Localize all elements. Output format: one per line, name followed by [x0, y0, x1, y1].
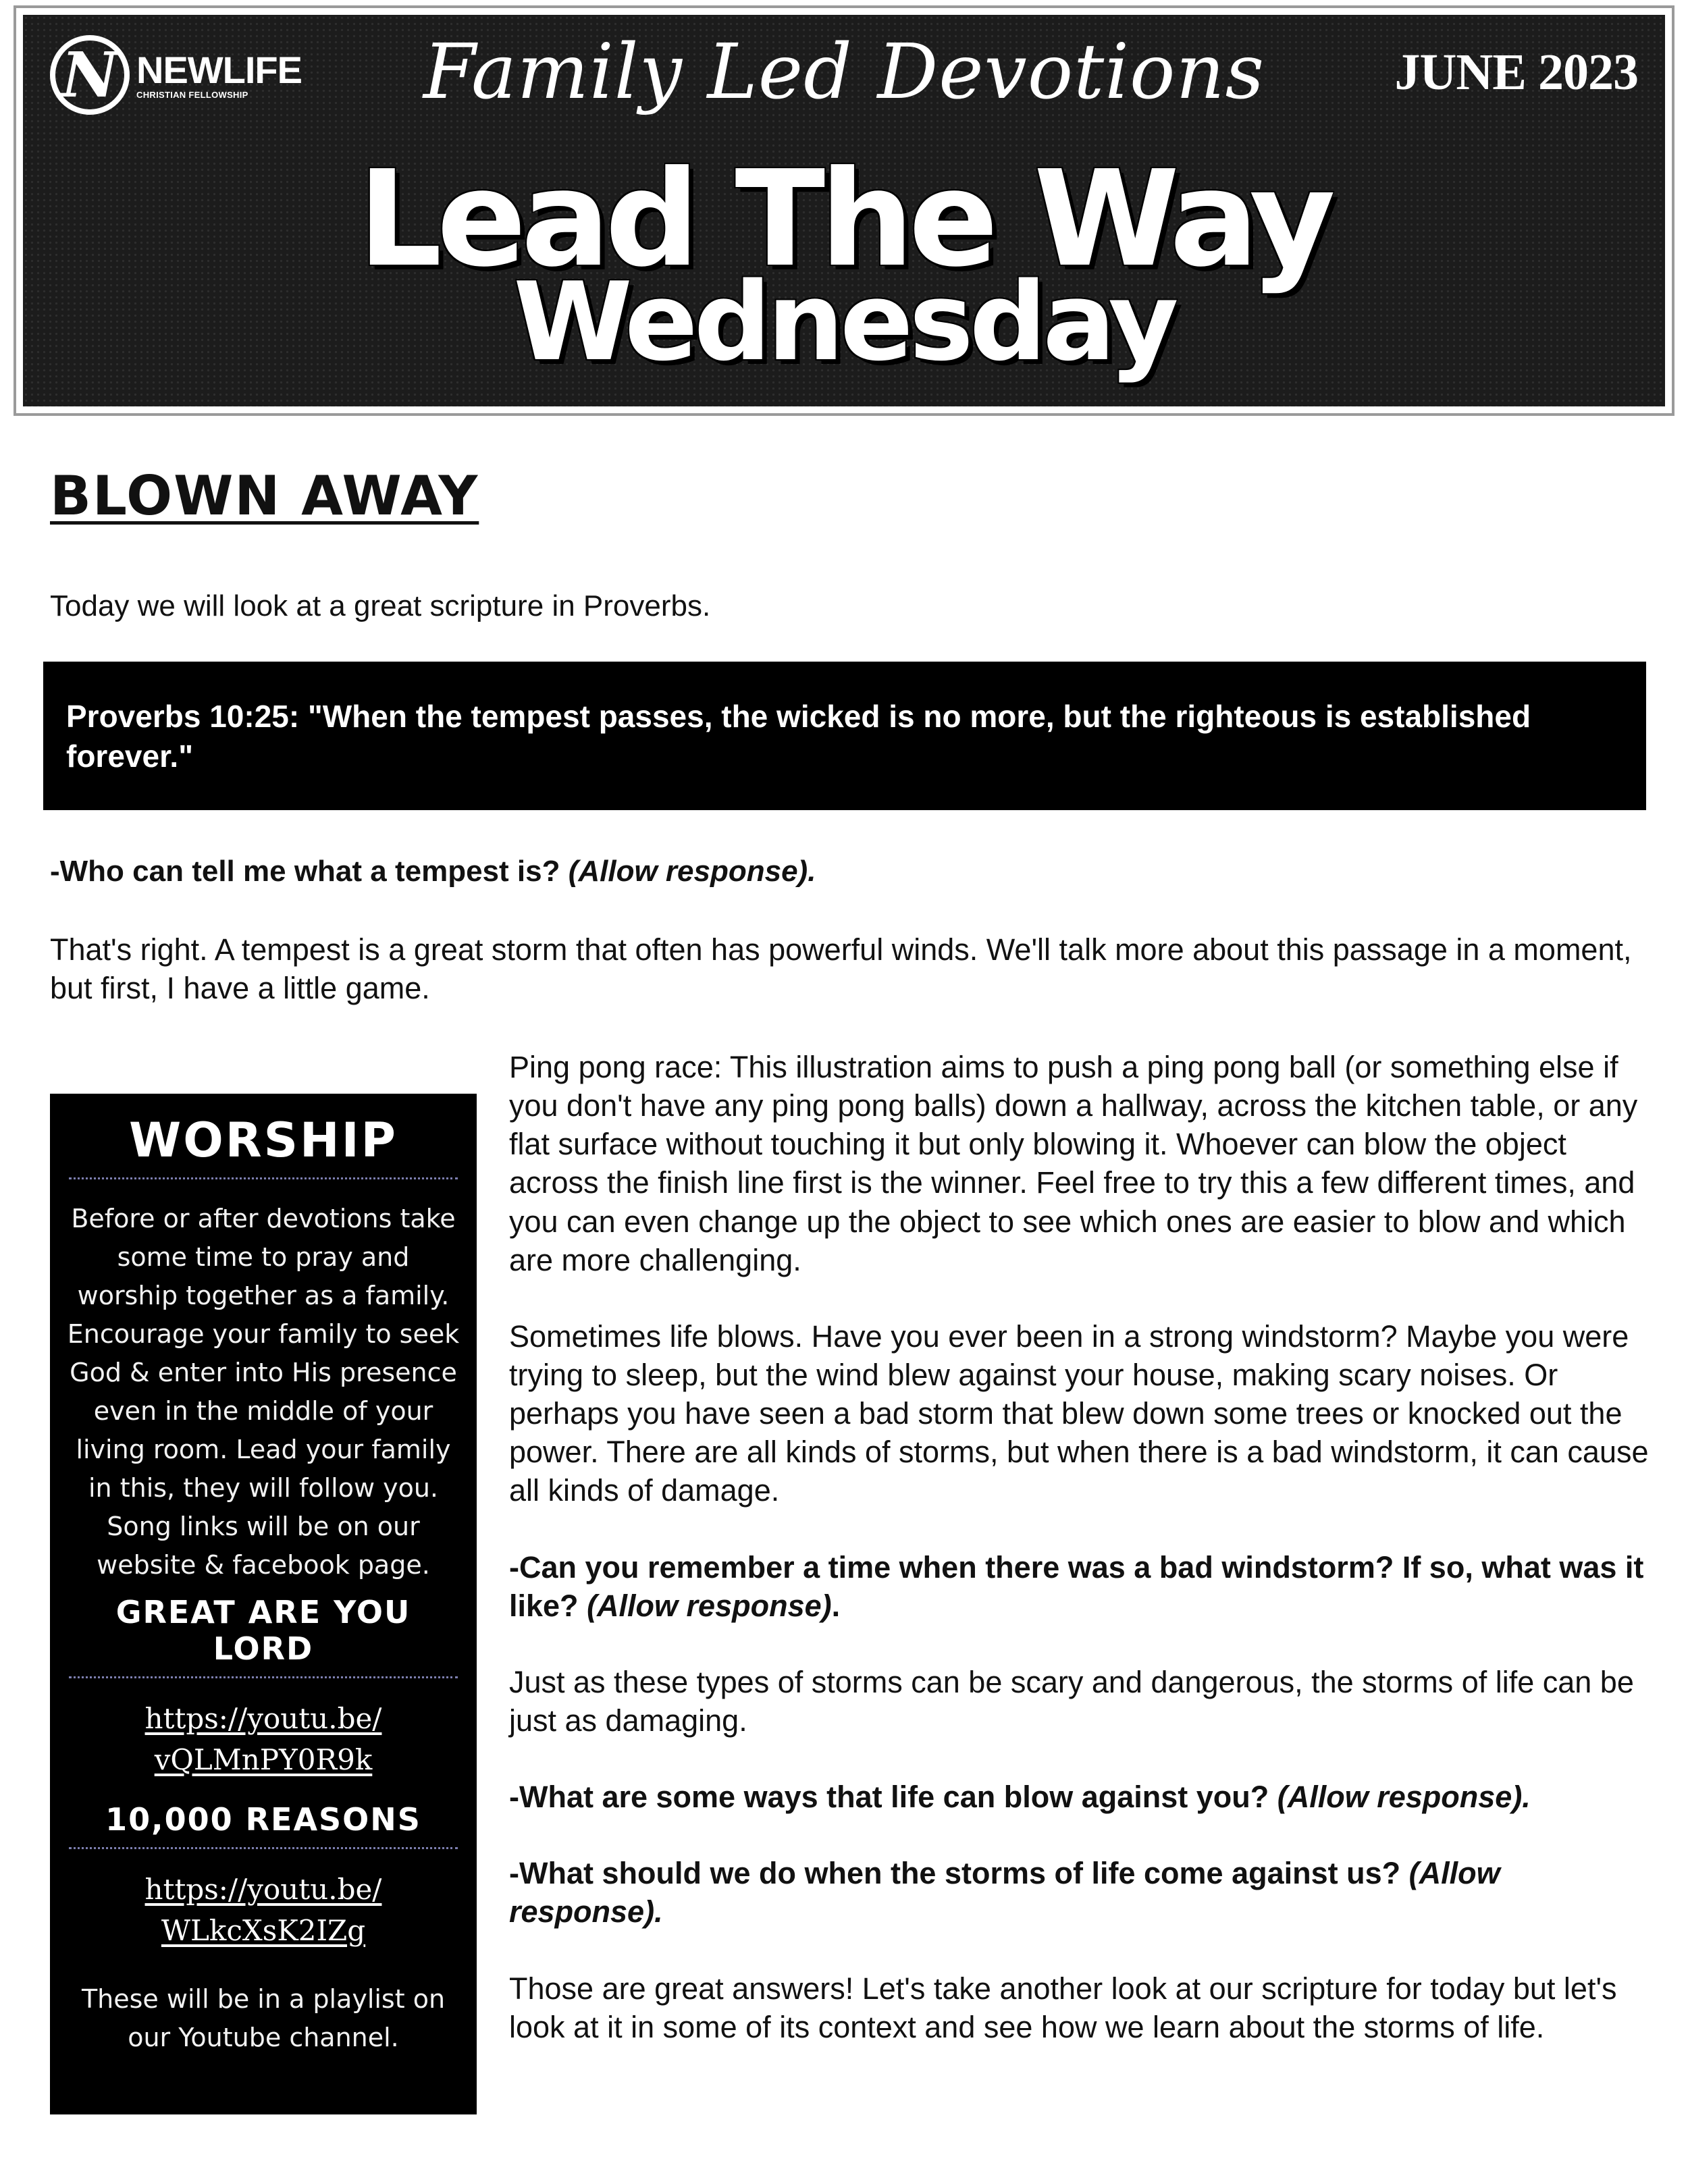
question-1-text: -Who can tell me what a tempest is?: [50, 855, 569, 888]
song-1-link[interactable]: [65, 1699, 462, 1781]
header-banner: [23, 15, 1665, 406]
song-2-title: 10,000 REASONS: [105, 1801, 421, 1838]
game-description: Ping pong race: This illustration aims to push a ping pong ball (or something else if you don't have any ping pong balls) down a hallway, across the kitchen table, or any flat surface without touching it but only blowing it. Whoever can blow the object across the finish line first is the winner. Feel free to try this a few different times, and you can even change up the object to see which ones are easier to blow and which are more challenging.: [509, 1050, 1638, 1277]
question-2: [509, 1548, 1650, 1625]
scripture-text: Proverbs 10:25: "When the tempest passes, the wicked is no more, but the righteous is established forever.": [66, 699, 1531, 774]
title-line-2: Wednesday: [513, 259, 1175, 385]
question-2-response: (Allow response): [587, 1588, 832, 1623]
song-1-title: GREAT ARE YOU LORD: [115, 1594, 411, 1667]
worship-heading: WORSHIP: [129, 1113, 398, 1168]
closing-paragraph: Those are great answers! Let's take another look at our scripture for today but let's look at it in some of its context and see how we learn about the storms of life.: [509, 1971, 1617, 2044]
title-line-1: Lead The Way: [357, 142, 1331, 296]
divider: [69, 1177, 458, 1179]
question-1-response: (Allow response).: [568, 855, 816, 888]
question-1: [50, 852, 816, 890]
divider: [69, 1847, 458, 1849]
question-2-end: .: [831, 1588, 841, 1623]
question-3: [509, 1778, 1650, 1816]
logo-n-icon: N: [50, 35, 130, 115]
issue-date: JUNE 2023: [1394, 44, 1638, 101]
playlist-note: These will be in a playlist on our Youtube channel.: [81, 1983, 446, 2052]
logo-subtitle: CHRISTIAN FELLOWSHIP: [136, 89, 248, 100]
scripture-box: [43, 662, 1646, 810]
lesson-title: BLOWN AWAY: [50, 464, 479, 527]
question-4-text: -What should we do when the storms of life come against us?: [509, 1856, 1409, 1891]
storms-paragraph: Sometimes life blows. Have you ever been in a strong windstorm? Maybe you were trying to sleep, but the wind blew against your house, making scary noises. Or perhaps you have seen a bad storm that blew down some trees or knocked out the power. There are all kinds of storms, but when there is a bad windstorm, it can cause all kinds of damage.: [509, 1319, 1649, 1508]
header-banner-frame: [14, 5, 1674, 416]
question-3-response: (Allow response).: [1277, 1780, 1531, 1815]
lesson-intro: Today we will look at a great scripture in Proverbs.: [50, 589, 711, 622]
answer-1: That's right. A tempest is a great storm that often has powerful winds. We'll talk more about this passage in a moment, but first, I have a little game.: [50, 932, 1632, 1006]
question-2-text: -Can you remember a time when there was a bad windstorm? If so, what was it like?: [509, 1549, 1644, 1623]
song-1-link-line-1[interactable]: https://youtu.be/: [144, 1702, 382, 1735]
question-4: [509, 1854, 1650, 1931]
song-2-link-line-1[interactable]: https://youtu.be/: [144, 1872, 382, 1906]
song-2-link-line-2[interactable]: WLkcXsK2IZg: [161, 1913, 366, 1947]
logo-name: NEWLIFE: [136, 48, 302, 91]
life-storms-paragraph: Just as these types of storms can be scary and dangerous, the storms of life can be just as damaging.: [509, 1664, 1634, 1738]
song-1-link-line-2[interactable]: vQLMnPY0R9k: [154, 1742, 373, 1776]
question-3-text: -What are some ways that life can blow against you?: [509, 1780, 1277, 1815]
question-4-response: (Allow response).: [509, 1856, 1500, 1929]
worship-sidebar: [50, 1094, 477, 2114]
song-2-link[interactable]: [65, 1869, 462, 1952]
divider: [69, 1676, 458, 1678]
series-script-title: Family Led Devotions: [423, 28, 1265, 116]
main-column: [509, 1048, 1650, 2084]
worship-description: Before or after devotions take some time to pray and worship together as a family. Encourage your family to seek God & enter into His presence even in the middle of your living room. Lead your family in this, they will follow you. Song links will be on our website & facebook page.: [67, 1204, 460, 1580]
